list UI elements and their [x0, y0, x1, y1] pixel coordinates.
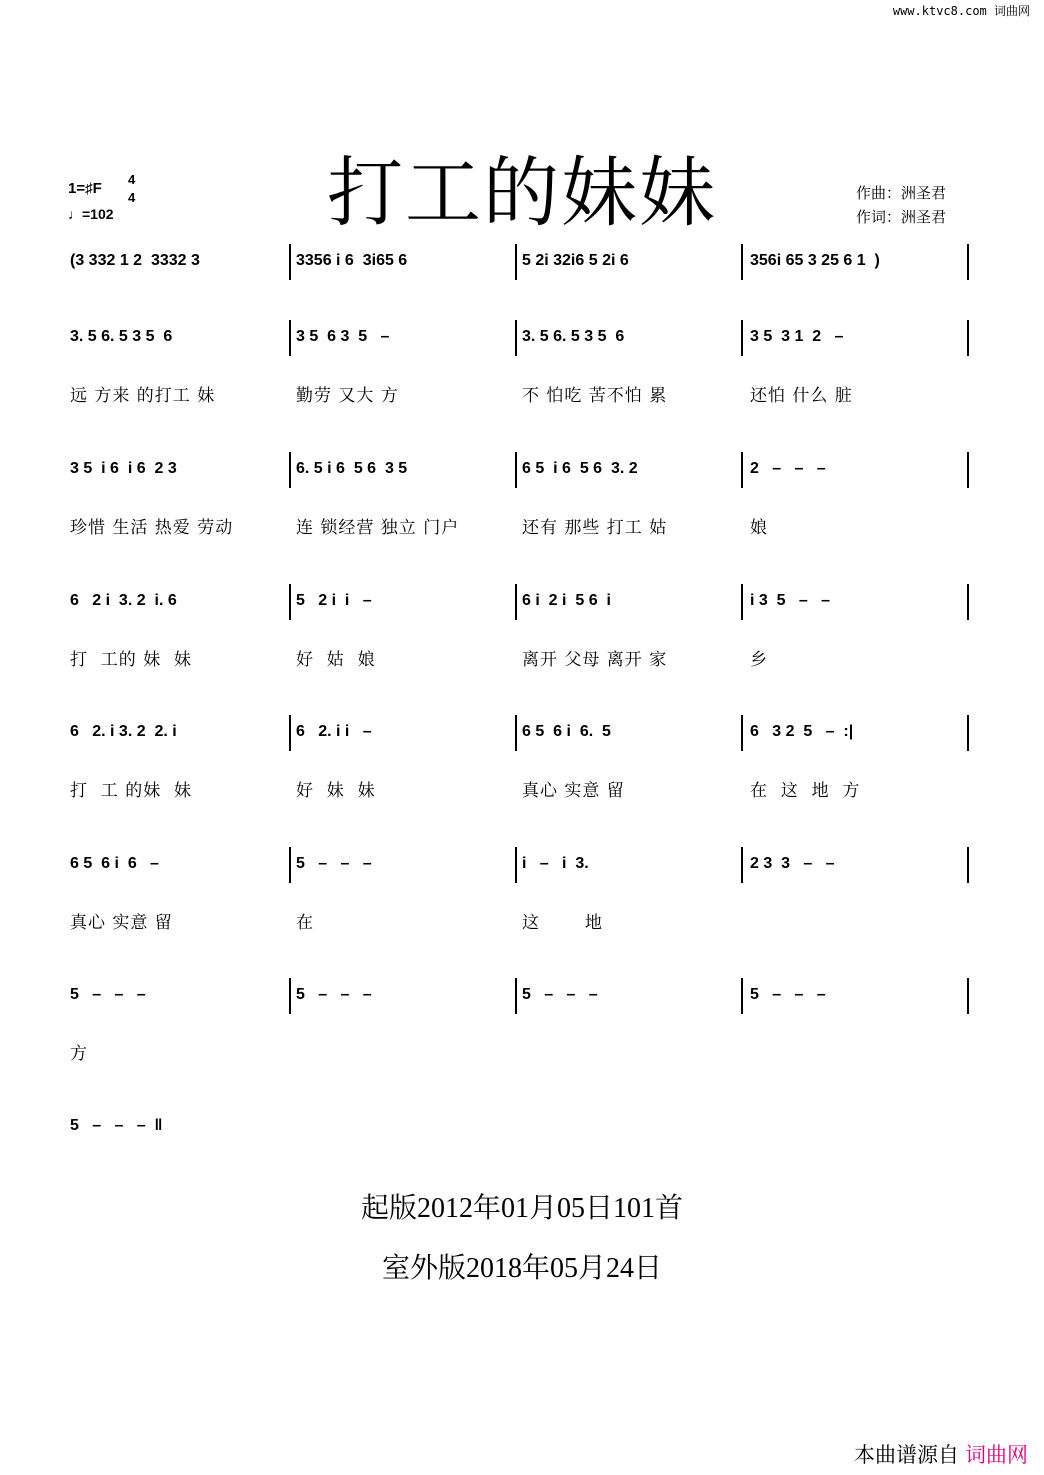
barline [741, 978, 743, 1014]
measure-lyrics: 真心 实意 留 [70, 913, 173, 933]
measure-lyrics: 好 姑 娘 [296, 650, 376, 670]
measure-lyrics: 打 工的 妹 妹 [70, 650, 193, 670]
barline [967, 244, 969, 280]
barline [967, 715, 969, 751]
measure-lyrics: 珍惜 生活 热爱 劳动 [70, 518, 234, 538]
measure-notes: 5 2i 32i6 5 2i 6 [522, 252, 629, 269]
measure-lyrics: 真心 实意 留 [522, 781, 625, 801]
barline [289, 584, 291, 620]
song-title: 打工的妹妹 [327, 148, 717, 237]
measure-notes: 6 5 6 i 6 – [70, 855, 159, 872]
measure-lyrics: 勤劳 又大 方 [296, 386, 399, 406]
barline [967, 320, 969, 356]
barline [967, 452, 969, 488]
measure-lyrics: 在 这 地 方 [750, 781, 861, 801]
measure-notes: 5 – – – [296, 986, 372, 1003]
measure-notes: 3. 5 6. 5 3 5 6 [70, 328, 173, 345]
measure-lyrics: 打 工 的妹 妹 [70, 781, 193, 801]
measure-lyrics: 远 方来 的打工 妹 [70, 386, 216, 406]
source-text: 本曲谱源自 [854, 1443, 959, 1467]
edition-note: 起版2012年01月05日101首 [360, 1193, 683, 1224]
measure-notes: 5 – – – ‖ [70, 1117, 163, 1134]
measure-lyrics: 好 妹 妹 [296, 781, 376, 801]
barline [289, 452, 291, 488]
measure-lyrics: 还有 那些 打工 姑 [522, 518, 668, 538]
measure-notes: 3. 5 6. 5 3 5 6 [522, 328, 625, 345]
measure-notes: 2 3 3 – – [750, 855, 835, 872]
measure-notes: 6 i 2 i 5 6 i [522, 592, 611, 609]
barline [289, 978, 291, 1014]
time-signature-top: 4 [128, 172, 136, 187]
measure-notes: 5 – – – [70, 986, 146, 1003]
barline [515, 584, 517, 620]
measure-notes: 6. 5 i 6 5 6 3 5 [296, 460, 408, 477]
measure-notes: 6 5 i 6 5 6 3. 2 [522, 460, 638, 477]
measure-notes: 3356 i 6 3i65 6 [296, 252, 408, 269]
barline [967, 978, 969, 1014]
measure-notes: 3 5 6 3 5 – [296, 328, 390, 345]
barline [741, 715, 743, 751]
measure-lyrics: 乡 [750, 650, 768, 670]
barline [741, 244, 743, 280]
measure-lyrics: 方 [70, 1044, 88, 1064]
measure-notes: 356i 65 3 25 6 1 ) [750, 252, 880, 269]
measure-notes: 6 2 i 3. 2 i. 6 [70, 592, 177, 609]
barline [741, 847, 743, 883]
measure-lyrics: 娘 [750, 518, 768, 538]
barline [289, 244, 291, 280]
outdoor-edition-note: 室外版2018年05月24日 [381, 1253, 662, 1284]
barline [289, 320, 291, 356]
barline [515, 320, 517, 356]
barline [741, 584, 743, 620]
lyricist-credit: 作词：洲圣君 [856, 208, 947, 226]
barline [967, 847, 969, 883]
tempo-marking: ♩=102 [68, 206, 114, 222]
barline [515, 715, 517, 751]
source-brand [854, 1439, 1028, 1469]
measure-notes: 5 2 i i – [296, 592, 372, 609]
composer-credit: 作曲：洲圣君 [856, 184, 947, 202]
time-signature-bottom: 4 [128, 190, 136, 205]
measure-notes: 6 3 2 5 – :| [750, 723, 854, 740]
measure-lyrics: 连 锁经营 独立 门户 [296, 518, 460, 538]
measure-notes: 6 5 6 i 6. 5 [522, 723, 611, 740]
barline [515, 244, 517, 280]
barline [289, 715, 291, 751]
barline [515, 452, 517, 488]
barline [741, 452, 743, 488]
measure-lyrics: 还怕 什么 脏 [750, 386, 853, 406]
measure-notes: (3 332 1 2 3332 3 [70, 252, 200, 269]
barline [515, 847, 517, 883]
barline [967, 584, 969, 620]
measure-notes: 6 2. i 3. 2 2. i [70, 723, 177, 740]
measure-lyrics: 不 怕吃 苦不怕 累 [522, 386, 668, 406]
measure-notes: i 3 5 – – [750, 592, 831, 609]
measure-notes: 5 – – – [750, 986, 826, 1003]
measure-notes: 6 2. i i – [296, 723, 372, 740]
measure-lyrics: 在 [296, 913, 314, 933]
measure-lyrics: 离开 父母 离开 家 [522, 650, 668, 670]
brand-name[interactable]: 词曲网 [965, 1443, 1028, 1467]
barline [515, 978, 517, 1014]
key-signature: 1=♯F [68, 180, 102, 197]
measure-notes: i – i 3. [522, 855, 589, 872]
barline [289, 847, 291, 883]
measure-lyrics: 这 地 [522, 913, 603, 933]
measure-notes: 5 – – – [522, 986, 598, 1003]
site-url[interactable]: www.ktvc8.com 词曲网 [892, 4, 1030, 18]
measure-notes: 2 – – – [750, 460, 826, 477]
measure-notes: 5 – – – [296, 855, 372, 872]
barline [741, 320, 743, 356]
measure-notes: 3 5 3 1 2 – [750, 328, 844, 345]
measure-notes: 3 5 i 6 i 6 2 3 [70, 460, 177, 477]
